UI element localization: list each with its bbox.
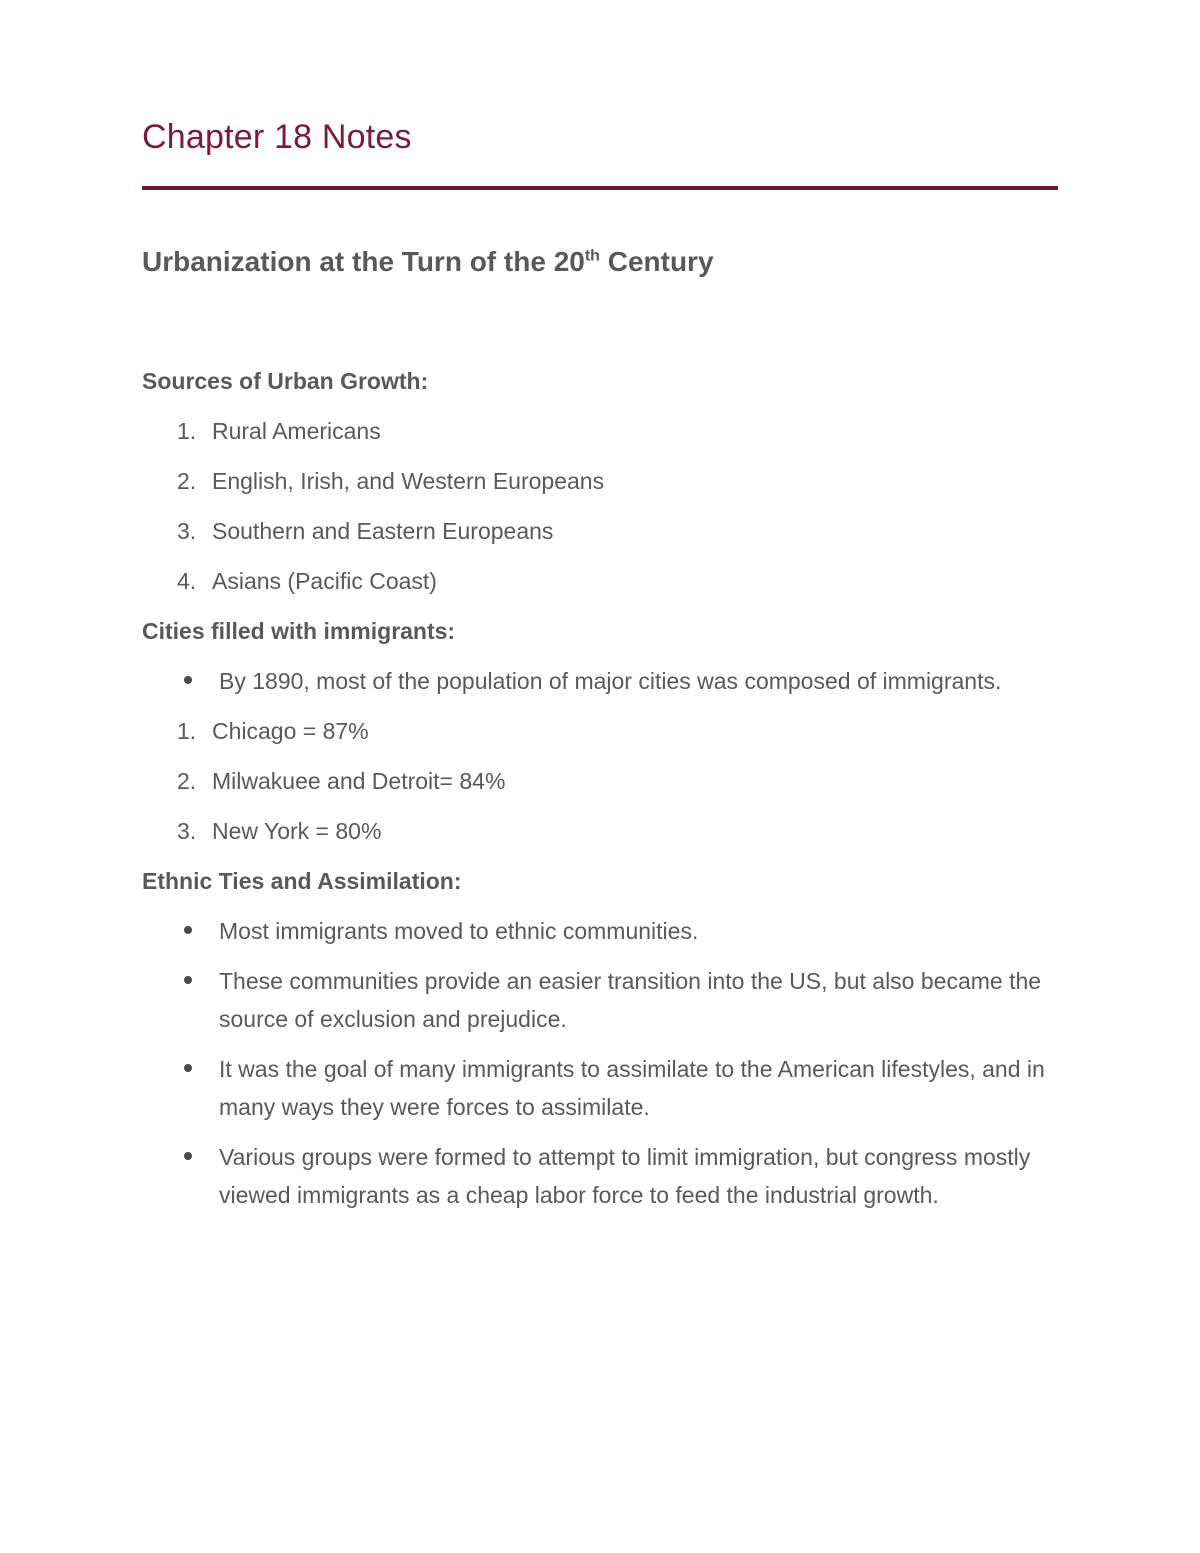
list-number: 3.: [177, 518, 197, 544]
list-item: [142, 412, 1058, 450]
list-item-text: English, Irish, and Western Europeans: [212, 468, 605, 494]
section-heading: [142, 246, 714, 278]
list-item-text: Rural Americans: [212, 418, 381, 444]
bullet-text: By 1890, most of the population of major cities was composed of immigrants.: [219, 668, 1002, 694]
section-heading-superscript: th: [584, 247, 600, 265]
ethnic-bullets: [142, 912, 1058, 1214]
bullet-dot-icon: [184, 926, 192, 934]
list-item: [142, 562, 1058, 600]
bullet-text: Various groups were formed to attempt to limit immigration, but congress mostly viewed immigrants as a cheap labor force to feed the industrial growth.: [219, 1144, 1031, 1208]
bullet-dot-icon: [184, 1064, 192, 1072]
ethnic-heading: Ethnic Ties and Assimilation:: [142, 868, 462, 894]
list-number: 1.: [177, 718, 197, 744]
bullet-text: Most immigrants moved to ethnic communities.: [219, 918, 699, 944]
list-item-text: Milwakuee and Detroit= 84%: [212, 768, 506, 794]
bullet-dot-icon: [184, 976, 192, 984]
title-divider: [142, 186, 1058, 190]
list-number: 2.: [177, 768, 197, 794]
list-item: [142, 712, 1058, 750]
bullet-item: [142, 962, 1058, 1038]
bullet-dot-icon: [184, 676, 192, 684]
bullet-item: [142, 1138, 1058, 1214]
cities-list: [142, 712, 1058, 850]
notes-content: [142, 362, 1058, 1226]
list-number: 1.: [177, 418, 197, 444]
list-item: [142, 512, 1058, 550]
bullet-dot-icon: [184, 1152, 192, 1160]
sources-list: [142, 412, 1058, 600]
list-item-text: Asians (Pacific Coast): [212, 568, 437, 594]
bullet-item: [142, 662, 1058, 700]
list-number: 4.: [177, 568, 197, 594]
cities-bullets: [142, 662, 1058, 700]
list-number: 3.: [177, 818, 197, 844]
section-heading-main: Urbanization at the Turn of the 20: [142, 246, 585, 277]
bullet-text: It was the goal of many immigrants to assimilate to the American lifestyles, and in many ways they were forces to assimilate.: [219, 1056, 1045, 1120]
list-item-text: New York = 80%: [212, 818, 382, 844]
list-number: 2.: [177, 468, 197, 494]
list-item: [142, 762, 1058, 800]
list-item: [142, 812, 1058, 850]
list-item-text: Chicago = 87%: [212, 718, 369, 744]
bullet-text: These communities provide an easier transition into the US, but also became the source of exclusion and prejudice.: [219, 968, 1042, 1032]
sources-heading: Sources of Urban Growth:: [142, 368, 429, 394]
bullet-item: [142, 1050, 1058, 1126]
bullet-item: [142, 912, 1058, 950]
cities-heading: Cities filled with immigrants:: [142, 618, 456, 644]
list-item-text: Southern and Eastern Europeans: [212, 518, 554, 544]
list-item: [142, 462, 1058, 500]
section-heading-tail: Century: [599, 246, 714, 277]
document-title: Chapter 18 Notes: [142, 118, 412, 156]
